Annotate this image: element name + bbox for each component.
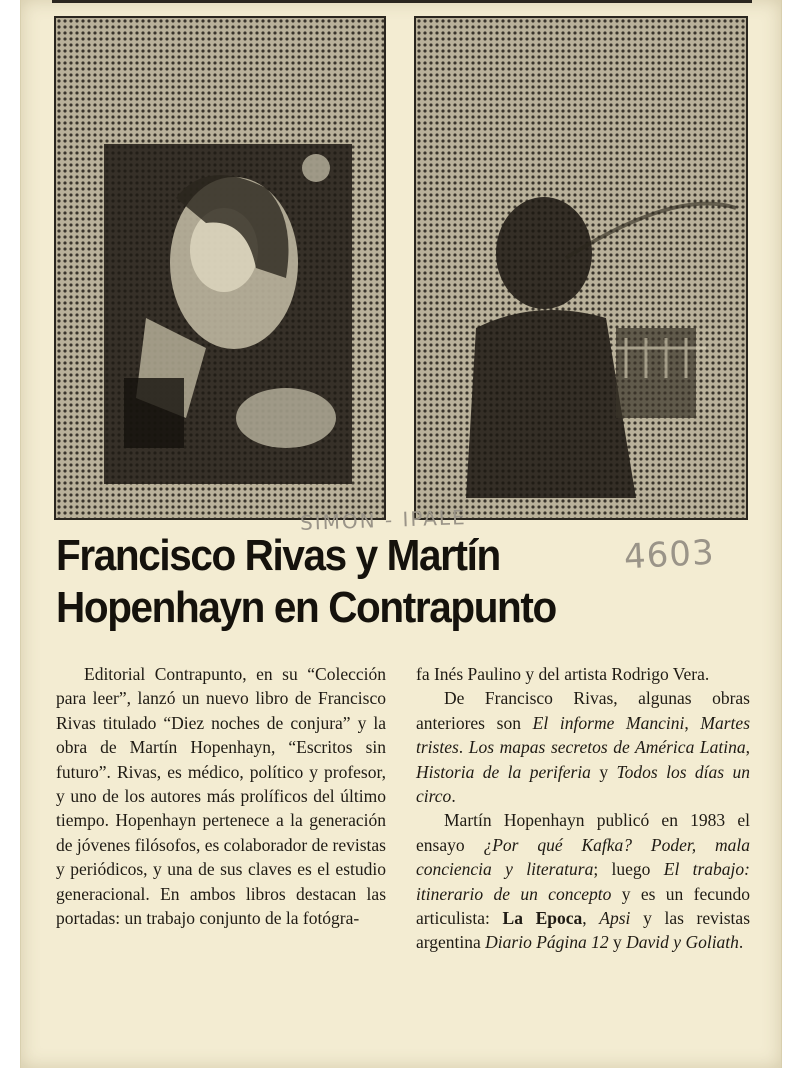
publication-name: David y Goliath	[626, 932, 739, 953]
publication-name: La Epoca	[502, 908, 583, 929]
publication-name: Apsi	[599, 908, 631, 929]
paragraph	[416, 686, 750, 808]
book-cover-photo-left	[54, 16, 386, 520]
text-run: ; luego	[593, 859, 664, 880]
handwritten-number: 4603	[623, 532, 716, 578]
portrait-photo-right	[414, 16, 748, 520]
text-run: ,	[684, 712, 701, 733]
text-run: .	[451, 786, 456, 807]
handwritten-note: SIMON - IPALE	[299, 505, 467, 535]
article-headline: Francisco Rivas y Martín Hopenhayn en Contrapunto	[56, 531, 556, 632]
publication-name: Diario Página 12	[485, 932, 609, 953]
top-rule	[52, 0, 752, 3]
article-column-right	[416, 662, 750, 955]
paragraph: Editorial Contrapunto, en su “Colección para leer”, lanzó un nuevo libro de Francisco Rivas titulado “Diez noches de conjura” y la obra de Martín Hopenhayn, “Escritos sin futuro”. Rivas, es médico, político y profesor, y uno de los autores más prolíficos del último tiempo. Hopenhayn pertenece a la generación de jóvenes filósofos, es colaborador de revistas y periódicos, y una de sus claves es el estudio generacional. En ambos libros destacan las portadas: un trabajo conjunto de la fotógra-	[56, 664, 386, 929]
text-run: y las revistas argentina	[416, 908, 750, 953]
text-run: y	[590, 761, 617, 782]
text-run: y	[608, 932, 627, 953]
book-title: Todos los días un circo	[416, 761, 750, 807]
text-run: .	[738, 932, 744, 953]
book-title: ¿Por qué Kafka? Poder, mala conciencia y literatura	[416, 834, 750, 880]
text-run: ,	[582, 908, 600, 929]
portrait-art-right	[416, 18, 746, 518]
text-run: De Francisco Rivas, algunas obras anteriores son	[416, 688, 750, 733]
paragraph	[416, 808, 750, 954]
paragraph-continuation: fa Inés Paulino y del artista Rodrigo Vera.	[416, 664, 710, 684]
book-title: Martes tristes	[416, 712, 750, 758]
book-title: El trabajo: itinerario de un concepto	[416, 859, 750, 904]
book-title: El informe Mancini	[532, 712, 685, 733]
text-run: Martín Hopenhayn publicó en 1983 el ensayo	[416, 810, 750, 855]
book-title: Los mapas secretos de América Latina	[468, 737, 746, 758]
text-run: .	[458, 737, 469, 758]
book-title: Historia de la periferia	[416, 761, 591, 782]
article-column-left	[56, 662, 386, 930]
book-cover-art-left	[56, 18, 384, 518]
text-run: y es un fecundo articulista:	[416, 883, 750, 929]
text-run: ,	[745, 737, 750, 758]
